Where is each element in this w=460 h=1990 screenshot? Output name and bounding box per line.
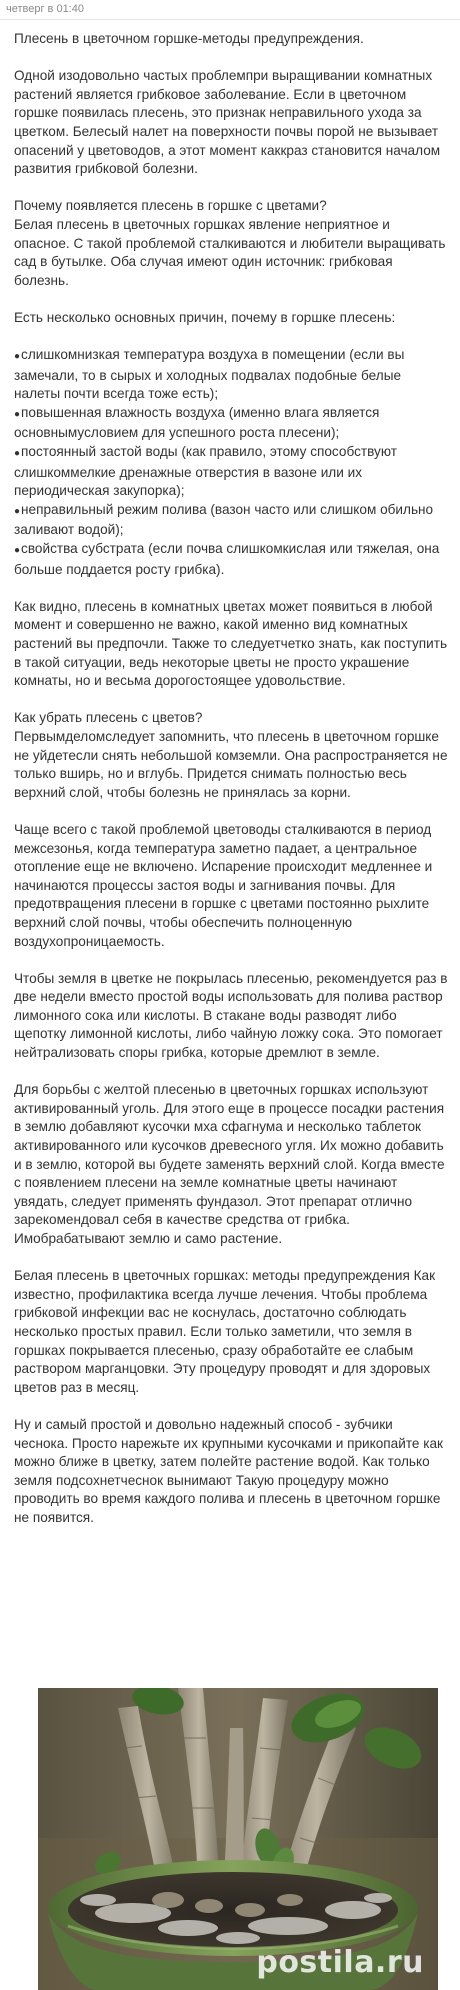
paragraph-prevention: Белая плесень в цветочных горшках: методы предупреждения Как известно, профилактика всегда лучше лечения. Чтобы проблема грибковой инфекции вас не коснулась, достаточно соблюдать несколько простых правил. Если только заметили, что земля в горшках покрывается плесенью, сразу обработайте ее слабым раствором марганцовки. Эту процедуру проводят и для здоровых цветов раз в месяц. xyxy=(14,1268,436,1395)
watermark-logo: postila.ru xyxy=(256,1945,424,1980)
paragraph-garlic: Ну и самый простой и довольно надежный способ - зубчики чеснока. Просто нарежьте их крупными кусочками и прикопайте как можно ближе в цветку, затем полейте растение водой. Как только земля подсохнетчеснок вынимают Такую процедуру можно проводить во время каждого полива и плесень в цветочном горшке не появится. xyxy=(14,1416,443,1525)
question-heading-why: Почему появляется плесень в горшке с цветами? xyxy=(14,198,327,214)
article-body xyxy=(0,20,460,1528)
list-item: ● свойства субстрата (если почва слишкомкислая или тяжелая, она больше поддается росту грибка). xyxy=(14,540,448,579)
paragraph-why xyxy=(14,197,448,290)
paragraph-intro: Одной изодовольно частых проблемпри выращивании комнатных растений является грибковое заболевание. Если в цветочном горшке появилась плесень, это признак неправильного ухода за цветком. Белесый налет на поверхности почвы порой не вызывает опасений у цветоводов, а этот момент каккраз становится началом развития грибковой болезни. xyxy=(14,68,441,177)
post-timestamp: четверг в 01:40 xyxy=(6,3,84,15)
answer-remove: Первымделомследует запомнить, что плесень в цветочном горшке не уйдетесли снять небольшой комземли. Она распространяется не только вширь, но и вглубь. Придется снимать полностью весь верхний слой, чтобы болезнь не принялась за корни. xyxy=(14,728,448,800)
paragraph-reasons-intro: Есть несколько основных причин, почему в горшке плесень: xyxy=(14,309,396,325)
paragraph-lemon: Чтобы земля в цветке не покрылась плесенью, рекомендуется раз в две недели вместо простой воды использовать для полива раствор лимонного сока или кислоты. В стакане воды разводят либо щепотку лимонной кислоты, либо чайную ложку сока. Это помогает нейтрализовать споры грибка, которые дремлют в земле. xyxy=(14,970,448,1061)
paragraph-conclusion: Как видно, плесень в комнатных цветах может появиться в любой момент и совершенно не важно, какой именно вид комнатных растений вы предпочли. Также то следуетчетко знать, как поступить в такой ситуации, ведь некоторые цветы не просто украшение комнаты, но и весьма дорогостоящее удовольствие. xyxy=(14,598,448,689)
plant-photo xyxy=(38,1688,438,1990)
paragraph-yellow-mold: Для борьбы с желтой плесенью в цветочных горшках используют активированный уголь. Для этого еще в процессе посадки растения в землю добавляют кусочки мха сфагнума и несколько таблеток активированного или кусочков древесного угля. Их можно добавить и в землю, которой вы будете заменять верхний слой. Когда вместе с появлением плесени на земле комнатные цветы начинают увядать, следует применять фундазол. Этот препарат отлично зарекомендовал себя в качестве средства от грибка. Имобрабатывают землю и само растение. xyxy=(14,1082,445,1246)
paragraph-season: Чаще всего с такой проблемой цветоводы сталкиваются в период межсезонья, когда температура заметно падает, а центральное отопление еще не включено. Испарение происходит медленнее и начинаются процессы застоя воды и загнивания почвы. Для предотвращения плесени в горшке с цветами постоянно рыхлите верхний слой почвы, чтобы обеспечить полноценную воздухопроницаемость. xyxy=(14,821,433,949)
article-title: Плесень в цветочном горшке-методы предупреждения. xyxy=(14,31,364,46)
list-item: ● неправильный режим полива (вазон часто или слишком обильно заливают водой); xyxy=(14,501,448,540)
question-heading-remove: Как убрать плесень с цветов? xyxy=(14,710,203,726)
paragraph-remove xyxy=(14,709,448,802)
list-item: ● повышенная влажность воздуха (именно влага является основнымусловием для успешного роста плесени); xyxy=(14,404,448,443)
answer-why: Белая плесень в цветочных горшках явление неприятное и опасное. С такой проблемой сталкиваются и любители выращивать сад в бутылке. Оба случая имеют один источник: грибковая болезнь. xyxy=(14,216,446,288)
reasons-list xyxy=(14,346,448,579)
list-item: ● постоянный застой воды (как правило, этому способствуют слишкоммелкие дренажные отверстия в вазоне или их периодическая закупорка); xyxy=(14,443,448,501)
post-meta-bar xyxy=(0,0,460,20)
list-item: ● слишкомнизкая температура воздуха в помещении (если вы замечали, то в сырых и холодных подвалах подобные белые налеты почти всегда тоже есть); xyxy=(14,346,448,404)
